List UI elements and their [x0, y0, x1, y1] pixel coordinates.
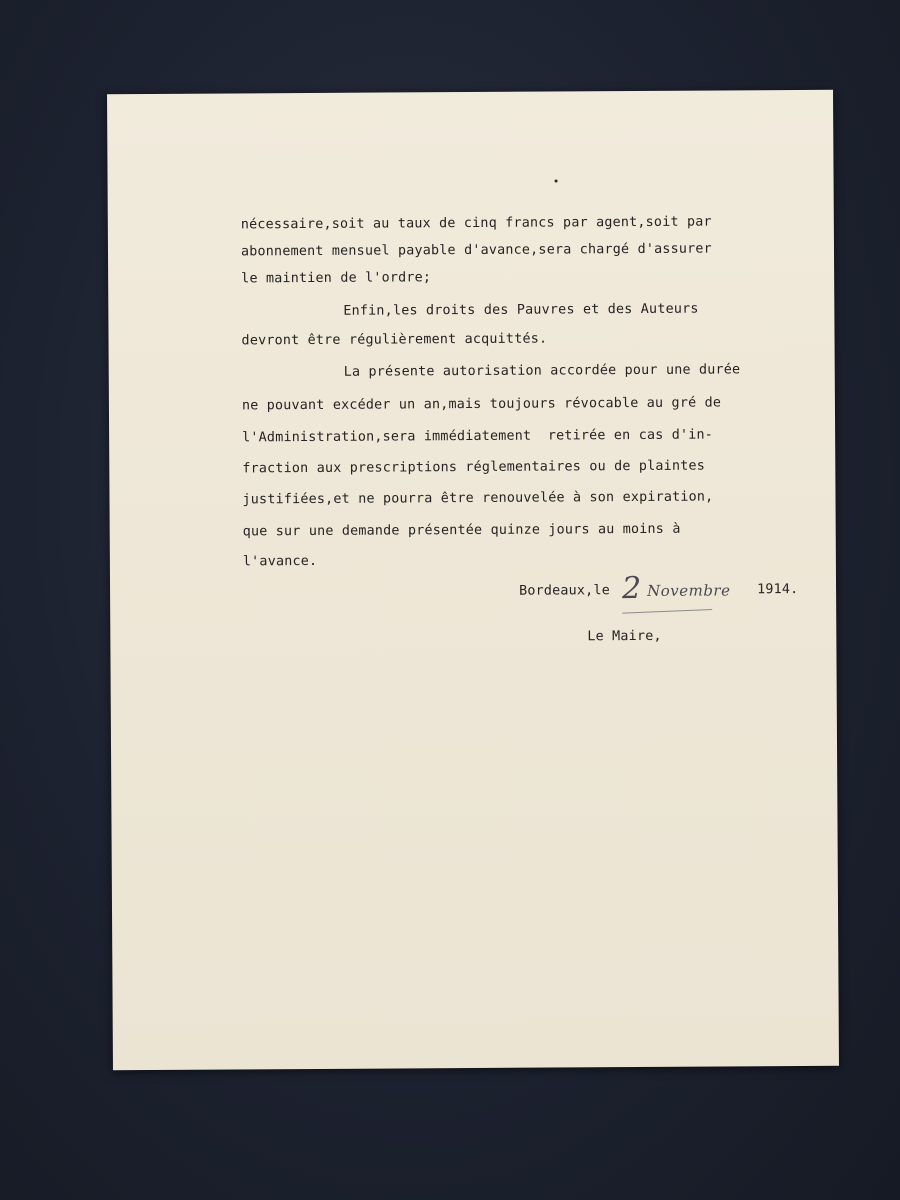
letter-page [107, 90, 839, 1070]
body-line-2: abonnement mensuel payable d'avance,sera chargé d'assurer [240, 241, 712, 260]
signatory-title: Le Maire, [587, 628, 662, 645]
body-line-5: devront être régulièrement acquittés. [241, 331, 548, 349]
date-year: 1914. [757, 582, 799, 598]
body-line-4: Enfin,les droits des Pauvres et des Auteurs [343, 301, 699, 319]
date-place: Bordeaux,le [519, 583, 611, 599]
body-line-8: l'Administration,sera immédiatement retirée en cas d'in- [242, 427, 714, 446]
body-line-6: La présente autorisation accordée pour une durée [343, 362, 741, 380]
handwritten-month: Novembre [647, 581, 731, 600]
body-line-10: justifiées,et ne pourra être renouvelée à son expiration, [242, 489, 714, 508]
ink-dot [555, 179, 558, 182]
body-line-11: que sur une demande présentée quinze jours au moins à [242, 521, 681, 540]
body-line-7: ne pouvant excéder un an,mais toujours révocable au gré de [241, 395, 722, 414]
body-line-1: nécessaire,soit au taux de cinq francs par agent,soit par [240, 214, 712, 233]
body-line-12: l'avance. [242, 553, 318, 570]
date-underline [622, 609, 712, 614]
handwritten-day: 2 [621, 570, 642, 607]
body-line-9: fraction aux prescriptions réglementaires ou de plaintes [242, 458, 706, 477]
body-line-3: le maintien de l'ordre; [241, 270, 432, 287]
